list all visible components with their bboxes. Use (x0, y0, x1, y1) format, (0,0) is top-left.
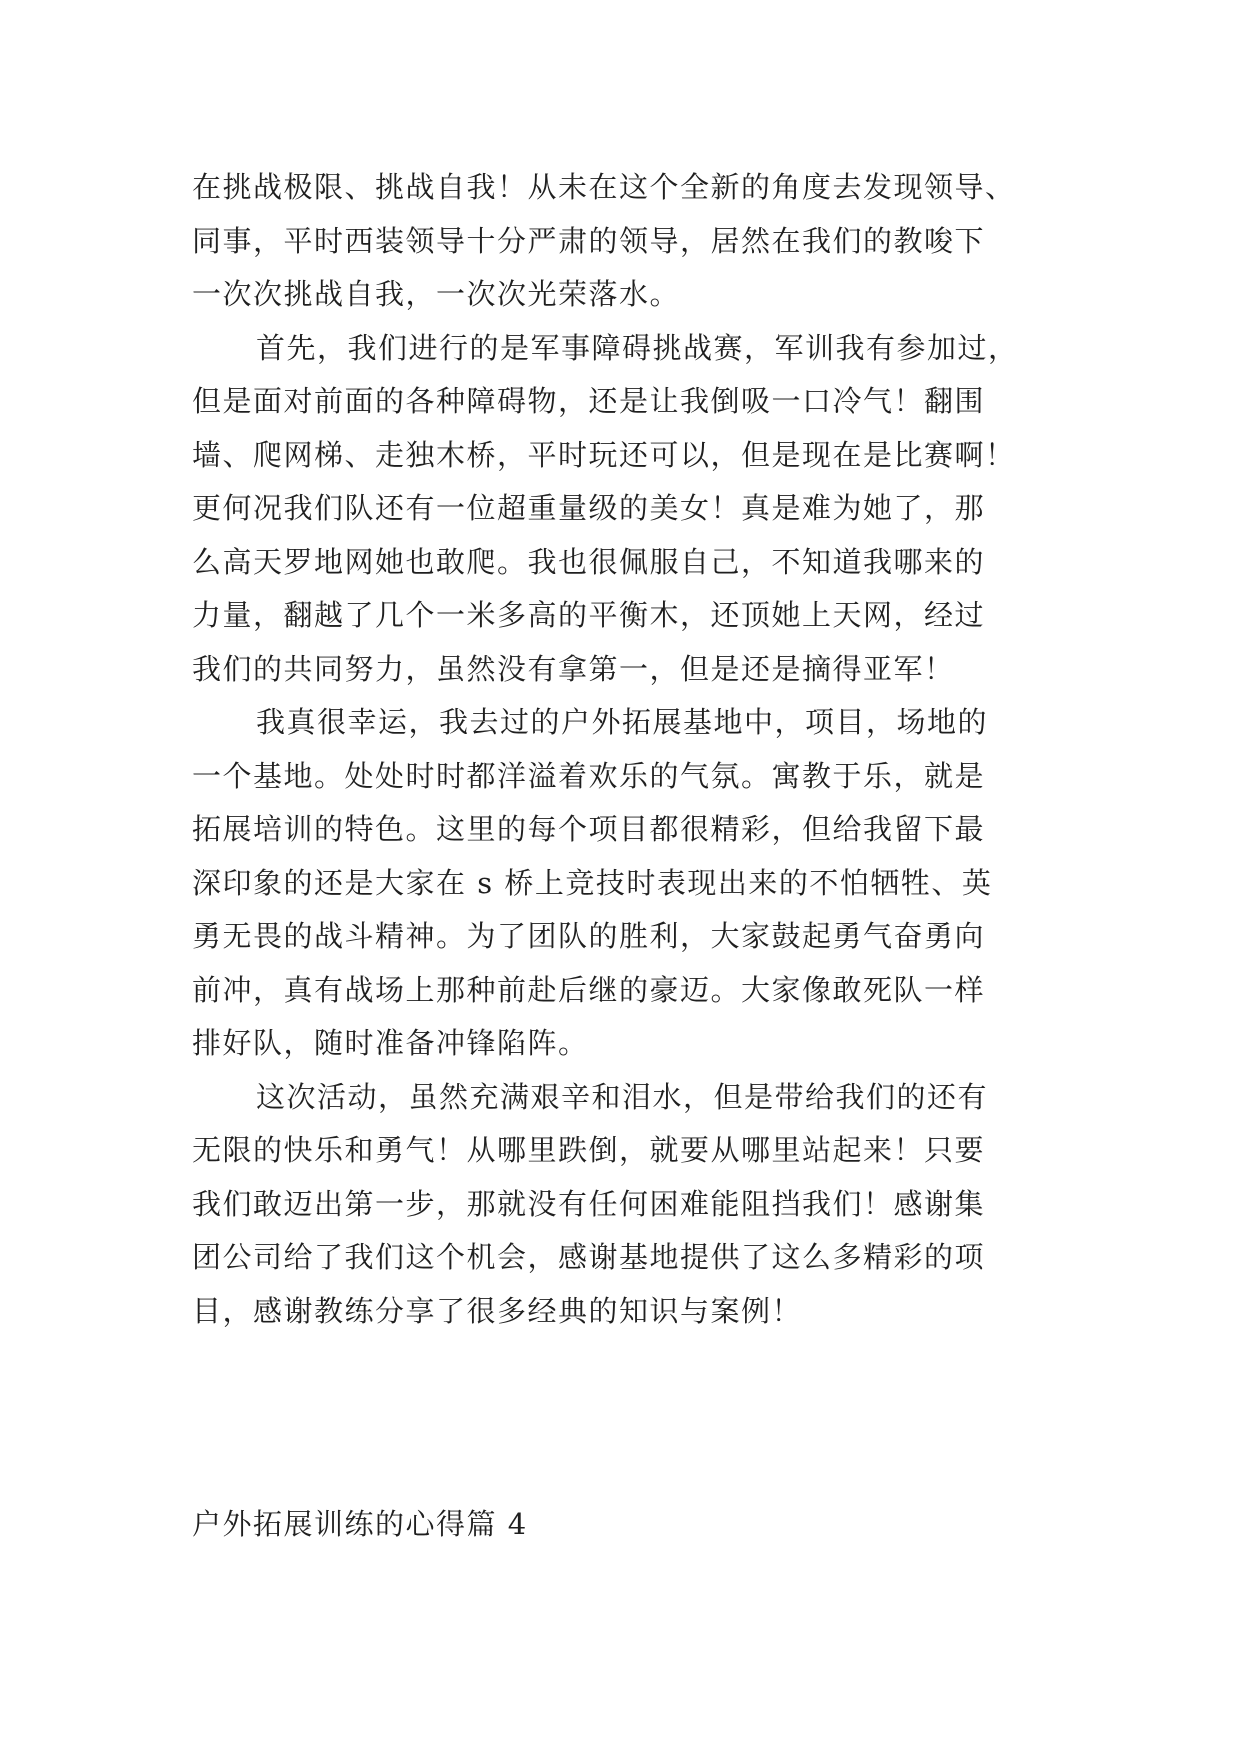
paragraph-first-line: 我真很幸运，我去过的户外拓展基地中，项目，场地的 (256, 705, 989, 739)
text-line: 但是面对前面的各种障碍物，还是让我倒吸一口冷气！翻围 (192, 384, 986, 418)
text-line: 一个基地。处处时时都洋溢着欢乐的气氛。寓教于乐，就是 (192, 758, 986, 793)
text-line: 深印象的还是大家在 s 桥上竞技时表现出来的不怕牺牲、英 (192, 865, 993, 900)
text-line: 更何况我们队还有一位超重量级的美女！真是难为她了，那 (192, 491, 986, 525)
paragraph-first-line: 这次活动，虽然充满艰辛和泪水，但是带给我们的还有 (256, 1079, 989, 1114)
text-line: 目，感谢教练分享了很多经典的知识与案例！ (192, 1293, 803, 1328)
text-line: 无限的快乐和勇气！从哪里跌倒，就要从哪里站起来！只要 (192, 1133, 986, 1167)
text-line: 在挑战极限、挑战自我！从未在这个全新的角度去发现领导、 (192, 170, 1016, 204)
text-line: 我们的共同努力，虽然没有拿第一，但是还是摘得亚军！ (192, 651, 955, 686)
body-text (192, 161, 1072, 1338)
section-heading: 户外拓展训练的心得篇 4 (192, 1507, 528, 1541)
paragraph-first-line: 首先，我们进行的是军事障碍挑战赛，军训我有参加过， (256, 330, 1019, 365)
text-line: 团公司给了我们这个机会，感谢基地提供了这么多精彩的项 (192, 1240, 986, 1274)
text-line: 同事，平时西装领导十分严肃的领导，居然在我们的教唆下 (192, 223, 986, 258)
text-line: 墙、爬网梯、走独木桥，平时玩还可以，但是现在是比赛啊！ (192, 437, 1016, 472)
text-line: 力量，翻越了几个一米多高的平衡木，还顶她上天网，经过 (192, 598, 986, 632)
text-line: 一次次挑战自我，一次次光荣落水。 (192, 277, 681, 311)
text-line: 么高天罗地网她也敢爬。我也很佩服自己，不知道我哪来的 (192, 544, 986, 579)
text-line: 前冲，真有战场上那种前赴后继的豪迈。大家像敢死队一样 (192, 972, 986, 1007)
text-line: 排好队，随时准备冲锋陷阵。 (192, 1026, 589, 1060)
text-line: 我们敢迈出第一步，那就没有任何困难能阻挡我们！感谢集 (192, 1186, 986, 1221)
text-line: 勇无畏的战斗精神。为了团队的胜利，大家鼓起勇气奋勇向 (192, 919, 986, 953)
text-line: 拓展培训的特色。这里的每个项目都很精彩，但给我留下最 (192, 812, 986, 846)
